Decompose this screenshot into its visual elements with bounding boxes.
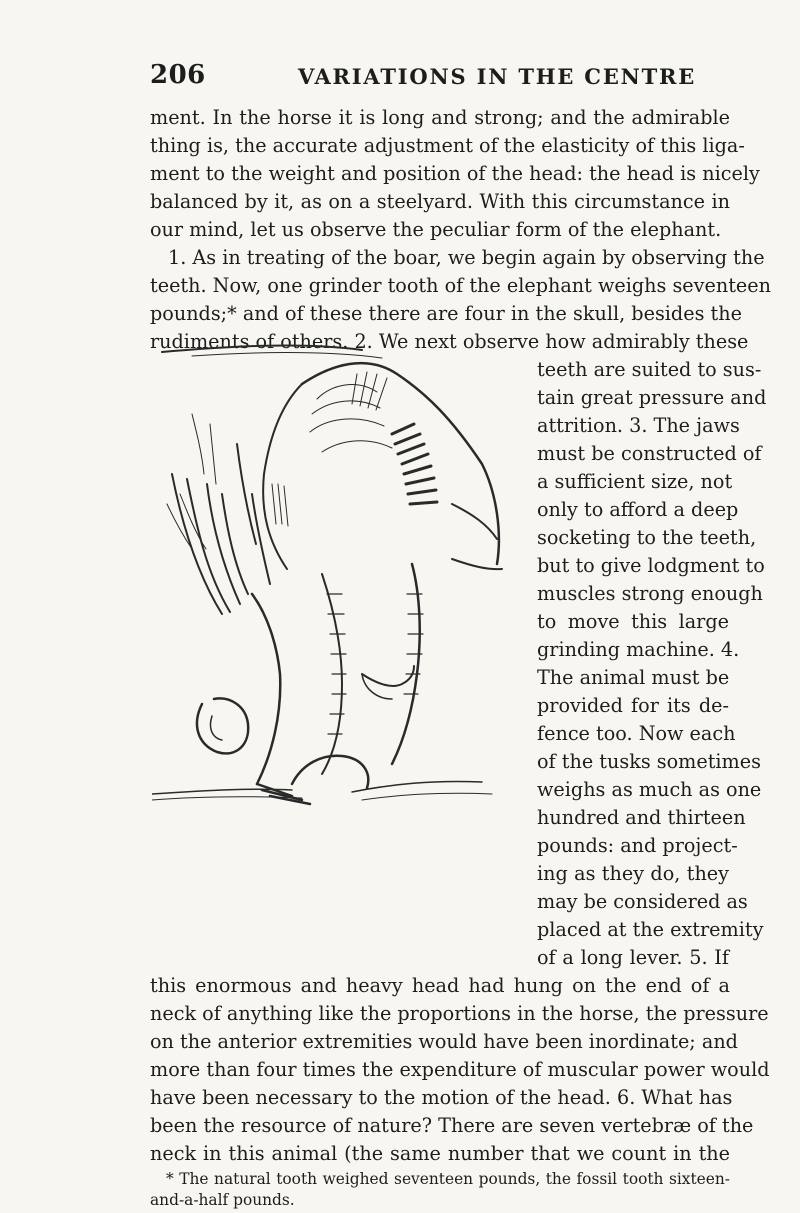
body-line: this enormous and heavy head had hung on the end of a: [150, 974, 730, 997]
side-line: pounds: and project-: [537, 834, 738, 857]
side-line: hundred and thirteen: [537, 806, 746, 829]
side-line: of a long lever. 5. If: [537, 946, 729, 969]
side-line: ing as they do, they: [537, 862, 729, 885]
side-line: socketing to the teeth,: [537, 526, 757, 549]
side-line: placed at the extremity: [537, 918, 764, 941]
body-line: have been necessary to the motion of the head. 6. What has: [150, 1086, 733, 1109]
side-line: The animal must be: [537, 666, 730, 689]
body-line: neck in this animal (the same number that we count in the: [150, 1142, 730, 1165]
elephant-skull-figure: [152, 344, 520, 820]
body-line: rudiments of others. 2. We next observe how admirably these: [150, 330, 749, 353]
side-line: a sufficient size, not: [537, 470, 733, 493]
footnote-line: * The natural tooth weighed seventeen pounds, the fossil tooth sixteen-: [166, 1170, 730, 1188]
body-line: our mind, let us observe the peculiar form of the elephant.: [150, 218, 722, 241]
side-line: only to afford a deep: [537, 498, 739, 521]
side-line: muscles strong enough: [537, 582, 763, 605]
footnote-line: and-a-half pounds.: [150, 1191, 295, 1209]
side-line: may be considered as: [537, 890, 748, 913]
body-line: thing is, the accurate adjustment of the elasticity of this liga-: [150, 134, 745, 157]
side-line: weighs as much as one: [537, 778, 762, 801]
body-line: neck of anything like the proportions in the horse, the pressure: [150, 1002, 769, 1025]
side-line: to move this large: [537, 610, 729, 633]
body-line: pounds;* and of these there are four in the skull, besides the: [150, 302, 742, 325]
side-line: but to give lodgment to: [537, 554, 765, 577]
page-number: 206: [150, 60, 206, 90]
side-line: provided for its de-: [537, 694, 729, 717]
body-line: balanced by it, as on a steelyard. With this circumstance in: [150, 190, 730, 213]
side-line: tain great pressure and: [537, 386, 767, 409]
body-line: teeth. Now, one grinder tooth of the elephant weighs seventeen: [150, 274, 771, 297]
body-line: 1. As in treating of the boar, we begin again by observing the: [168, 246, 765, 269]
side-line: fence too. Now each: [537, 722, 736, 745]
page-header: [150, 60, 730, 94]
side-line: attrition. 3. The jaws: [537, 414, 740, 437]
side-line: grinding machine. 4.: [537, 638, 740, 661]
body-line: on the anterior extremities would have been inordinate; and: [150, 1030, 738, 1053]
side-line: must be constructed of: [537, 442, 762, 465]
body-line: been the resource of nature? There are seven vertebræ of the: [150, 1114, 754, 1137]
elephant-skull-icon: [152, 344, 520, 820]
body-line: ment to the weight and position of the head: the head is nicely: [150, 162, 760, 185]
side-line: of the tusks sometimes: [537, 750, 761, 773]
side-line: teeth are suited to sus-: [537, 358, 762, 381]
running-title: VARIATIONS IN THE CENTRE: [298, 64, 697, 89]
body-line: ment. In the horse it is long and strong; and the admirable: [150, 106, 730, 129]
body-line: more than four times the expenditure of muscular power would: [150, 1058, 770, 1081]
